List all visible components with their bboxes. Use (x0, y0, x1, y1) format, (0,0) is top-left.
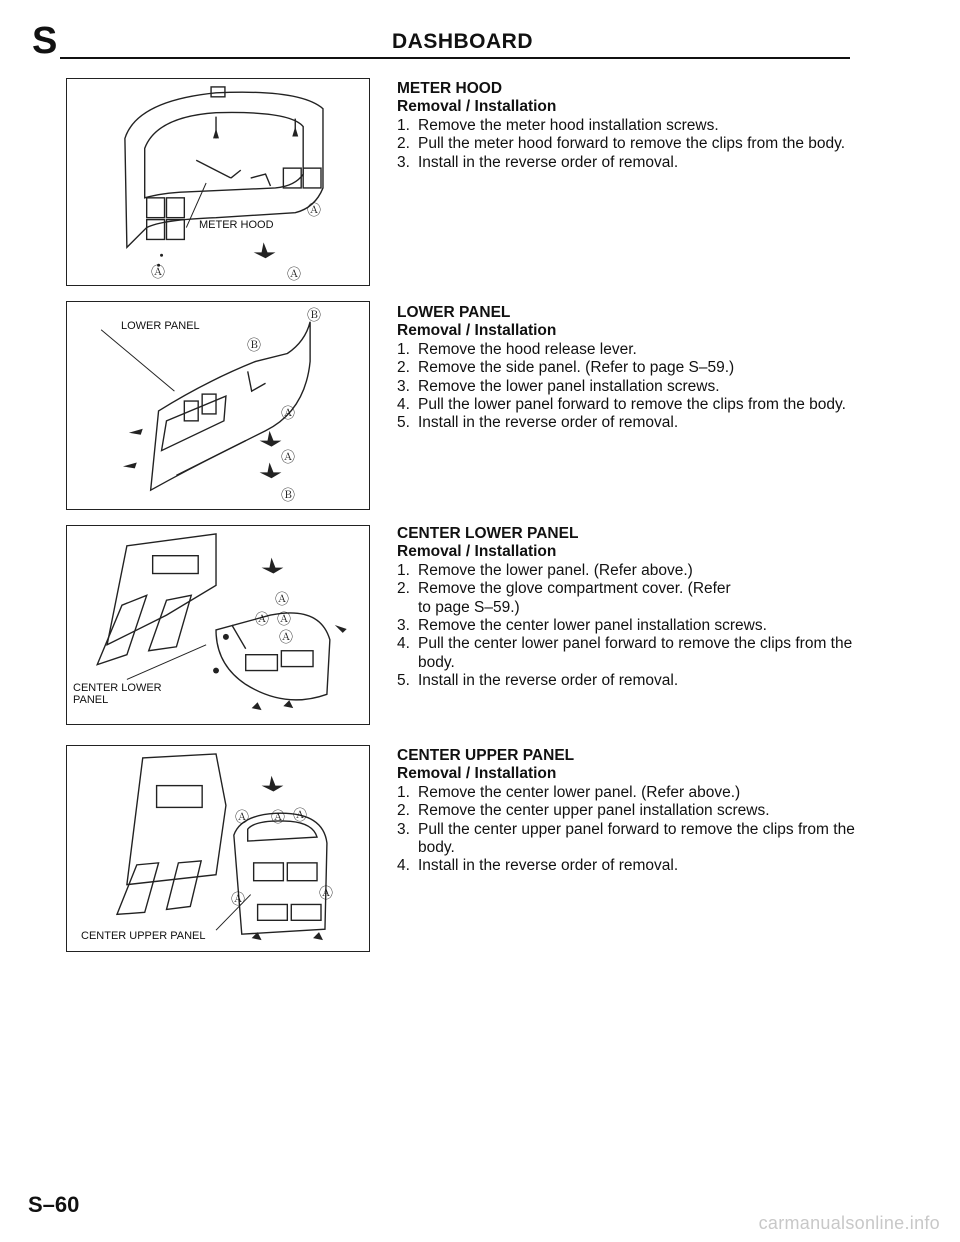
step-text: Install in the reverse order of removal. (418, 672, 679, 690)
center-lower-panel-section (397, 525, 867, 691)
callout-mark: Ⓐ (293, 807, 307, 823)
step-list (397, 784, 867, 876)
step-text: Install in the reverse order of removal. (418, 857, 679, 875)
step-item (397, 635, 867, 672)
figure-label: METER HOOD (199, 219, 274, 231)
step-number: 3. (397, 820, 410, 838)
callout-mark: Ⓐ (319, 885, 333, 901)
callout-mark: Ⓐ (151, 264, 165, 280)
lower-panel-figure (66, 301, 370, 510)
figure-label: CENTER UPPER PANEL (81, 930, 206, 942)
step-text: Remove the hood release lever. (418, 340, 637, 358)
section-subtitle: Removal / Installation (397, 765, 557, 783)
lower-panel-section (397, 304, 867, 433)
step-number: 1. (397, 783, 410, 801)
callout-mark: Ⓑ (307, 307, 321, 323)
step-item (397, 802, 867, 820)
step-item (397, 562, 867, 580)
section-subtitle: Removal / Installation (397, 98, 557, 116)
callout-mark: Ⓐ (279, 629, 293, 645)
callout-mark: Ⓐ (281, 449, 295, 465)
step-text: Install in the reverse order of removal. (418, 153, 679, 171)
step-item (397, 378, 867, 396)
step-number: 2. (397, 359, 410, 377)
step-number: 4. (397, 857, 410, 875)
center-upper-panel-section (397, 747, 867, 876)
meter-hood-section (397, 80, 867, 172)
step-item (397, 117, 867, 135)
figure-label: LOWER PANEL (121, 320, 200, 332)
section-letter: S (32, 20, 58, 62)
step-item (397, 857, 867, 875)
step-number: 1. (397, 340, 410, 358)
step-text: Pull the center lower panel forward to remove the clips from the body. (418, 635, 853, 671)
step-text: Pull the center upper panel forward to remove the clips from the body. (418, 820, 855, 857)
step-item (397, 784, 867, 802)
callout-mark: Ⓐ (231, 891, 245, 907)
step-item (397, 414, 867, 432)
step-list (397, 341, 867, 433)
step-text: Remove the lower panel. (Refer above.) (418, 561, 693, 579)
callout-mark: Ⓑ (281, 487, 295, 503)
step-item (397, 672, 867, 690)
figure-label: CENTER LOWER PANEL (73, 682, 162, 707)
step-item (397, 359, 867, 377)
step-number: 2. (397, 802, 410, 820)
callout-mark: Ⓐ (235, 809, 249, 825)
step-number: 2. (397, 580, 410, 598)
callout-mark: Ⓐ (271, 809, 285, 825)
section-subtitle: Removal / Installation (397, 543, 557, 561)
step-number: 5. (397, 672, 410, 690)
callout-mark: Ⓐ (277, 611, 291, 627)
meter-hood-illustration (67, 79, 369, 285)
step-number: 5. (397, 414, 410, 432)
step-number: 3. (397, 617, 410, 635)
step-number: 2. (397, 135, 410, 153)
step-item (397, 580, 867, 617)
section-title: CENTER UPPER PANEL (397, 747, 575, 764)
step-item (397, 135, 867, 153)
callout-mark: Ⓐ (255, 611, 269, 627)
header-rule (60, 57, 850, 59)
step-number: 3. (397, 377, 410, 395)
step-item (397, 396, 867, 414)
center-upper-panel-illustration (67, 746, 369, 951)
step-text: Install in the reverse order of removal. (418, 414, 679, 432)
step-text: Pull the lower panel forward to remove the clips from the body. (418, 396, 846, 414)
step-text: Remove the lower panel installation screws. (418, 377, 720, 395)
step-text: Remove the glove compartment cover. (Refer to page S–59.) (418, 580, 731, 616)
watermark: carmanualsonline.info (758, 1213, 940, 1233)
callout-mark: Ⓑ (247, 337, 261, 353)
section-title: CENTER LOWER PANEL (397, 525, 579, 542)
section-title: METER HOOD (397, 80, 503, 97)
callout-mark: Ⓐ (307, 202, 321, 218)
step-text: Remove the center lower panel. (Refer above.) (418, 783, 741, 801)
step-text: Remove the side panel. (Refer to page S–59.) (418, 359, 735, 377)
step-number: 4. (397, 635, 410, 653)
callout-mark: Ⓐ (287, 266, 301, 282)
step-item (397, 154, 867, 172)
step-item (397, 617, 867, 635)
center-upper-panel-figure (66, 745, 370, 952)
step-number: 4. (397, 396, 410, 414)
center-lower-panel-figure (66, 525, 370, 725)
callout-mark: Ⓐ (281, 405, 295, 421)
page-title: DASHBOARD (392, 30, 533, 53)
step-list (397, 117, 867, 172)
step-number: 1. (397, 561, 410, 579)
section-title: LOWER PANEL (397, 304, 511, 321)
step-number: 3. (397, 153, 410, 171)
step-item (397, 341, 867, 359)
step-list (397, 562, 867, 691)
step-text: Remove the meter hood installation screws. (418, 116, 719, 134)
step-text: Remove the center upper panel installation screws. (418, 802, 770, 820)
section-subtitle: Removal / Installation (397, 322, 557, 340)
lower-panel-illustration (67, 302, 369, 509)
step-text: Remove the center lower panel installation screws. (418, 617, 767, 635)
meter-hood-figure (66, 78, 370, 286)
callout-mark: Ⓐ (275, 591, 289, 607)
step-item (397, 821, 867, 858)
step-text: Pull the meter hood forward to remove the clips from the body. (418, 135, 846, 153)
page-number: S–60 (28, 1192, 80, 1217)
step-number: 1. (397, 116, 410, 134)
